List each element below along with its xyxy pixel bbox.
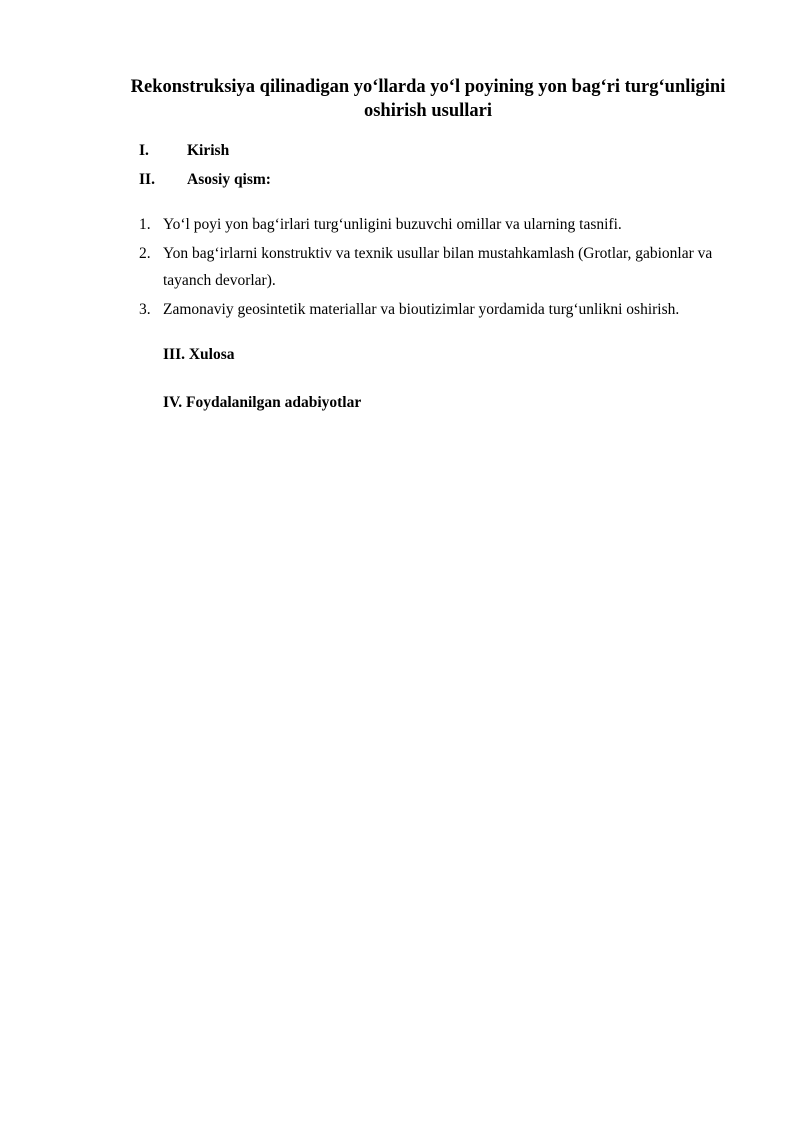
list-item-number: 3. xyxy=(139,301,151,318)
list-item-number: 2. xyxy=(139,245,151,262)
list-item xyxy=(139,211,749,238)
list-item xyxy=(139,240,749,294)
section-label: Kirish xyxy=(187,142,230,159)
list-item-text: Yon bag‘irlarni konstruktiv va texnik usullar bilan mustahkamlash (Grotlar, gabionlar va tayanch devorlar). xyxy=(163,245,713,289)
document-title: Rekonstruksiya qilinadigan yo‘llarda yo‘l poyining yon bag‘ri turg‘unligini oshirish usullari xyxy=(130,77,726,121)
list-item xyxy=(139,296,749,323)
list-item-text: Zamonaviy geosintetik materiallar va bioutizimlar yordamida turg‘unlikni oshirish. xyxy=(163,301,680,318)
section-number: II. xyxy=(139,171,155,188)
section-label: Asosiy qism: xyxy=(187,171,271,188)
section-number: I. xyxy=(139,142,149,159)
list-item-number: 1. xyxy=(139,216,151,233)
section-conclusion: III. Xulosa xyxy=(163,346,235,363)
section-references: IV. Foydalanilgan adabiyotlar xyxy=(163,394,362,411)
list-item-text: Yo‘l poyi yon bag‘irlari turg‘unligini buzuvchi omillar va ularning tasnifi. xyxy=(163,216,622,233)
